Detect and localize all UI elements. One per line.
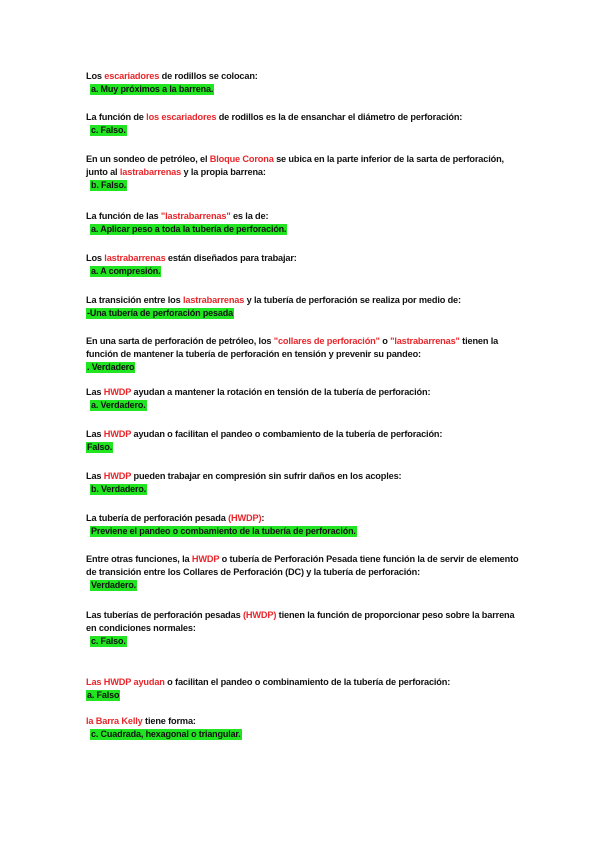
question-text: Entre otras funciones, la <box>86 554 192 564</box>
question-4 <box>86 210 526 236</box>
term-highlight: lastrabarrenas <box>104 253 166 263</box>
question-text: tienen la función de mantener la tubería de perforación en tensión y prevenir su pandeo: <box>86 336 499 359</box>
question-9 <box>86 428 526 454</box>
answer-highlight: a. Aplicar peso a toda la tubería de perforación. <box>91 224 287 234</box>
question-text: En un sondeo de petróleo, el <box>86 154 210 164</box>
answer-highlight: Falso. <box>87 442 113 452</box>
question-text: o tubería de Perforación Pesada tiene función la de servir de elemento de transición entre los Collares de Perforación (DC) y la tubería de perforación: <box>86 554 519 577</box>
question-1 <box>86 70 526 96</box>
question-text: En una sarta de perforación de petróleo, los <box>86 336 274 346</box>
question-text: o <box>379 336 391 346</box>
question-text: La tubería de perforación pesada <box>86 513 229 523</box>
question-text: Los <box>86 71 105 81</box>
question-14 <box>86 676 526 702</box>
question-text: Las <box>86 471 104 481</box>
term-highlight: HWDP <box>103 429 132 439</box>
question-text: de rodillos se colocan: <box>159 71 258 81</box>
term-highlight: HWDP <box>103 471 132 481</box>
term-highlight: Bloque Corona <box>209 154 274 164</box>
term-highlight: "lastrabarrenas" <box>390 336 460 346</box>
question-text: Las <box>86 429 104 439</box>
question-text: La función de <box>86 112 147 122</box>
answer-highlight: a. Muy próximos a la barrena. <box>91 84 214 94</box>
question-10 <box>86 470 526 496</box>
answer-highlight: a. Verdadero. <box>91 400 146 410</box>
question-text: se ubica en la parte inferior de la sarta de perforación, junto al <box>86 154 504 177</box>
answer-highlight: a. Falso <box>87 690 120 700</box>
question-text: Las <box>86 387 104 397</box>
question-text: y la tubería de perforación se realiza por medio de: <box>244 295 461 305</box>
question-15 <box>86 715 526 741</box>
question-8 <box>86 386 526 412</box>
question-text: tiene forma: <box>142 716 196 726</box>
term-highlight: HWDP <box>191 554 220 564</box>
question-5 <box>86 252 526 278</box>
term-highlight: Las HWDP ayudan <box>86 677 165 687</box>
question-text: o facilitan el pandeo o combinamiento de la tubería de perforación: <box>164 677 451 687</box>
answer-highlight: Previene el pandeo o combamiento de la tubería de perforación. <box>91 526 356 536</box>
question-text: de rodillos es la de ensanchar el diámetro de perforación: <box>216 112 463 122</box>
term-highlight: (HWDP) <box>228 513 262 523</box>
answer-highlight: b. Falso. <box>91 180 127 190</box>
question-7 <box>86 335 526 374</box>
term-highlight: escariadores <box>104 71 160 81</box>
question-text: y la propia barrena: <box>181 167 266 177</box>
question-text: pueden trabajar en compresión sin sufrir daños en los acoples: <box>131 471 402 481</box>
question-text: La transición entre los <box>86 295 183 305</box>
question-12 <box>86 553 526 592</box>
question-text: es la de: <box>230 211 269 221</box>
answer-highlight: a. A compresión. <box>91 266 161 276</box>
answer-highlight: Verdadero. <box>91 580 137 590</box>
answer-highlight: c. Falso. <box>91 636 126 646</box>
question-6 <box>86 294 526 320</box>
term-highlight: lastrabarrenas <box>119 167 182 177</box>
answer-highlight: -Una tubería de perforación pesada <box>87 308 233 318</box>
answer-highlight: c. Cuadrada, hexagonal o triangular. <box>91 729 241 739</box>
term-highlight: "lastrabarrenas" <box>160 211 231 221</box>
answer-highlight: . Verdadero <box>87 362 135 372</box>
term-highlight: (HWDP) <box>242 610 277 620</box>
question-11 <box>86 512 526 538</box>
question-text: Las tuberías de perforación pesadas <box>86 610 243 620</box>
term-highlight: HWDP <box>103 387 132 397</box>
term-highlight: los escariadores <box>146 112 217 122</box>
question-text: tienen la función de proporcionar peso sobre la barrena en condiciones normales: <box>86 610 515 633</box>
question-text: La función de las <box>86 211 161 221</box>
answer-highlight: b. Verdadero. <box>91 484 147 494</box>
term-highlight: la Barra Kelly <box>86 716 143 726</box>
question-2 <box>86 111 526 137</box>
question-3 <box>86 153 526 192</box>
question-text: : <box>261 513 265 523</box>
term-highlight: "collares de perforación" <box>273 336 380 346</box>
question-text: Los <box>86 253 105 263</box>
term-highlight: lastrabarrenas <box>182 295 245 305</box>
question-text: ayudan a mantener la rotación en tensión de la tubería de perforación: <box>131 387 431 397</box>
question-13 <box>86 609 526 648</box>
question-text: están diseñados para trabajar: <box>165 253 297 263</box>
answer-highlight: c. Falso. <box>91 125 126 135</box>
question-text: ayudan o facilitan el pandeo o combamiento de la tubería de perforación: <box>131 429 443 439</box>
